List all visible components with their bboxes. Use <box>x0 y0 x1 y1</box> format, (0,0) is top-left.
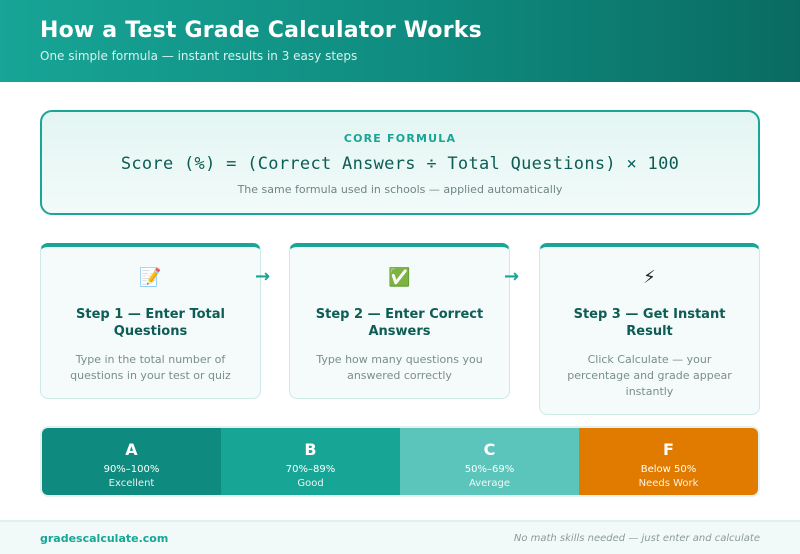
header-banner <box>0 0 800 82</box>
footer-site-link[interactable]: gradescalculate.com <box>40 532 169 545</box>
grade-f <box>579 428 758 495</box>
grade-c <box>400 428 579 495</box>
step-title: Step 3 — Get Instant Result <box>573 307 726 339</box>
page-subtitle: One simple formula — instant results in 3 easy steps <box>40 49 358 63</box>
memo-icon: 📝 <box>139 267 162 288</box>
step-description: Type how many questions you answered correctly <box>316 353 483 382</box>
arrow-right-icon: → <box>504 266 520 287</box>
step-description: Click Calculate — your percentage and grade appear instantly <box>567 353 732 398</box>
grade-description: Excellent <box>108 478 155 489</box>
formula-note: The same formula used in schools — applied automatically <box>237 183 563 196</box>
page-title: How a Test Grade Calculator Works <box>40 18 482 43</box>
grade-range: Below 50% <box>640 464 697 475</box>
step-title: Step 1 — Enter Total Questions <box>76 307 225 339</box>
footer-bar <box>0 520 800 554</box>
grade-description: Good <box>297 478 324 489</box>
grade-range: 90%–100% <box>103 464 160 475</box>
check-icon: ✅ <box>388 267 411 288</box>
formula-label: CORE FORMULA <box>343 132 457 145</box>
step-card-1 <box>40 243 261 399</box>
grade-range: 50%–69% <box>464 464 515 475</box>
grade-letter: B <box>304 440 317 459</box>
grade-a <box>42 428 221 495</box>
step-card-3 <box>539 243 760 415</box>
footer-tagline: No math skills needed — just enter and calculate <box>513 533 760 544</box>
grade-letter: A <box>125 440 138 459</box>
step-title: Step 2 — Enter Correct Answers <box>315 307 484 339</box>
grade-letter: F <box>663 440 674 459</box>
grade-b <box>221 428 400 495</box>
step-card-2 <box>289 243 510 399</box>
grade-letter: C <box>483 440 496 459</box>
arrow-right-icon: → <box>255 266 271 287</box>
grade-scale <box>40 426 760 497</box>
step-description: Type in the total number of questions in your test or quiz <box>70 353 231 382</box>
lightning-icon: ⚡ <box>643 267 656 288</box>
grade-description: Needs Work <box>638 478 699 489</box>
grade-description: Average <box>468 478 511 489</box>
grade-range: 70%–89% <box>285 464 336 475</box>
formula-expression: Score (%) = (Correct Answers ÷ Total Questions) × 100 <box>120 154 680 174</box>
formula-box <box>40 110 760 215</box>
